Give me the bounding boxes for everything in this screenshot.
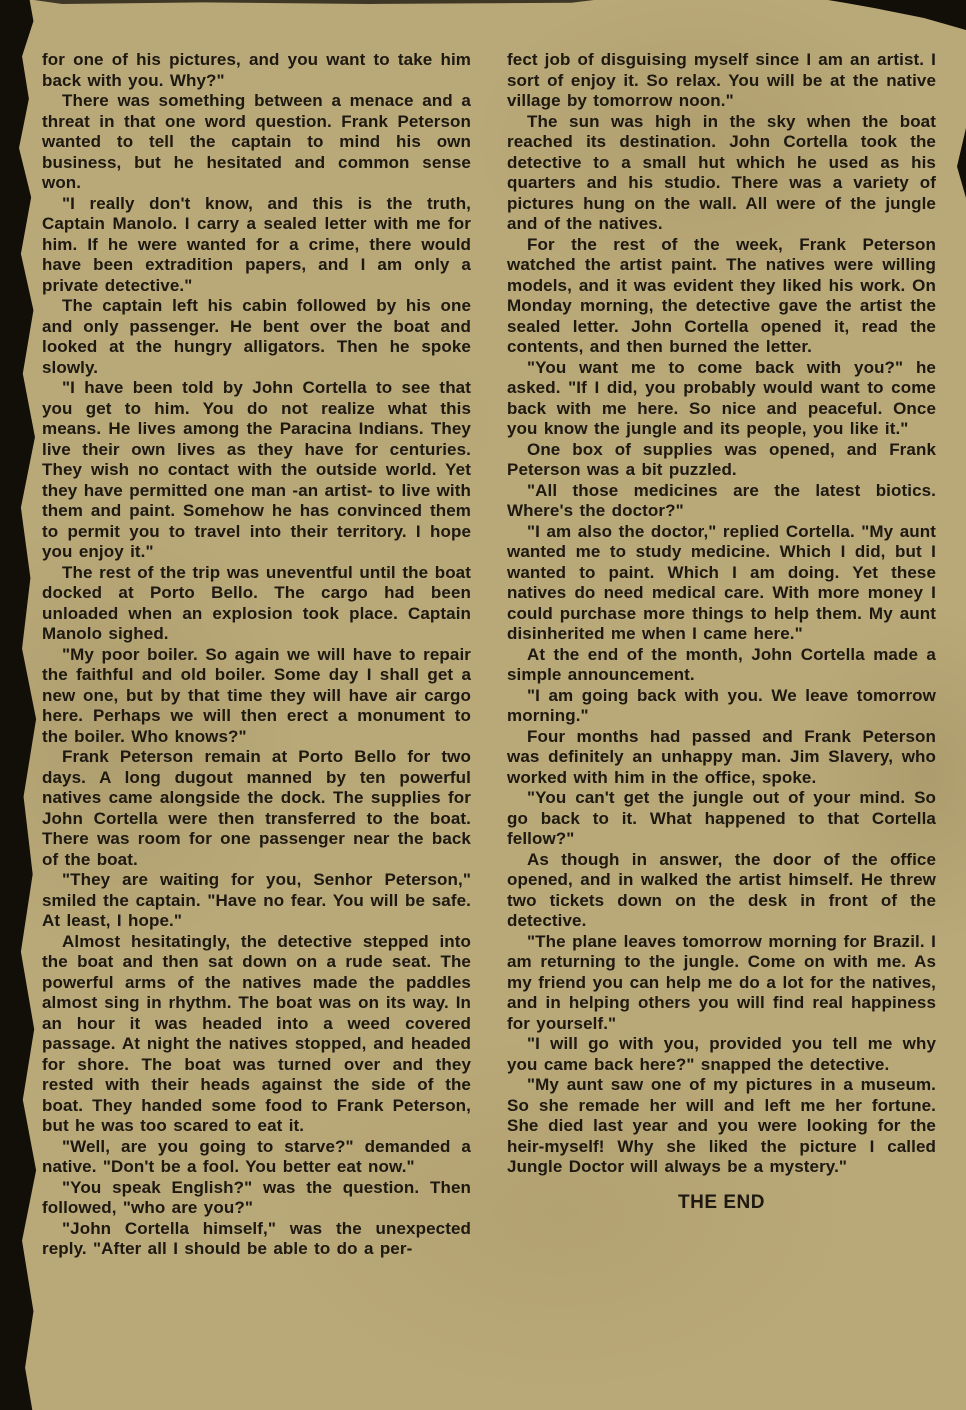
the-end-label: THE END — [678, 1191, 765, 1213]
paragraph: Frank Peterson remain at Porto Bello for two days. A long dugout manned by ten powerful natives came alongside the dock. The supplies for John Cortella were then transferred to the boat. There was room for one passenger near the back of the boat. — [42, 747, 471, 869]
paragraph: "You can't get the jungle out of your mind. So go back to it. What happened to that Cortella fellow?" — [507, 788, 936, 848]
paragraph: The rest of the trip was uneventful until the boat docked at Porto Bello. The cargo had been unloaded when an explosion took place. Captain Manolo sighed. — [42, 562, 471, 643]
paragraph: "I am also the doctor," replied Cortella. "My aunt wanted me to study medicine. Which I did, but I wanted to paint. Which I am doing. Yet these natives do need medical care. With more money I could purchase more things to help them. My aunt disinherited me when I came here." — [507, 521, 936, 643]
paragraph: "I will go with you, provided you tell me why you came back here?" snapped the detective. — [507, 1034, 936, 1074]
paragraph: Almost hesitatingly, the detective stepped into the boat and then sat down on a rude seat. The powerful arms of the natives made the paddles almost sing in rhythm. The boat was on its way. In an hour it was headed into a weed covered passage. At night the natives stopped, and headed for shore. The boat was turned over and they rested with their heads against the side of the boat. They handed some food to Frank Peterson, but he was too scared to eat it. — [42, 931, 471, 1135]
page-content — [42, 50, 936, 1260]
paragraph: fect job of disguising myself since I am an artist. I sort of enjoy it. So relax. You will be at the native village by tomorrow noon." — [507, 50, 936, 110]
paragraph: "All those medicines are the latest biotics. Where's the doctor?" — [507, 480, 936, 520]
torn-edge-top — [34, 0, 594, 4]
paragraph: "Well, are you going to starve?" demanded a native. "Don't be a fool. You better eat now." — [42, 1136, 471, 1176]
text-column-left — [42, 50, 471, 1260]
torn-nick-right — [957, 128, 966, 198]
paragraph: One box of supplies was opened, and Frank Peterson was a bit puzzled. — [507, 439, 936, 479]
torn-corner-top-right — [816, 0, 966, 30]
text-column-right — [507, 50, 936, 1260]
paragraph: At the end of the month, John Cortella made a simple announcement. — [507, 644, 936, 684]
paragraph: "I really don't know, and this is the truth, Captain Manolo. I carry a sealed letter with me for him. If he were wanted for a crime, there would have been extradition papers, and I am only a private detective." — [42, 193, 471, 295]
paragraph: "The plane leaves tomorrow morning for Brazil. I am returning to the jungle. Come on with me. As my friend you can help me do a lot for the natives, and in helping others you will find real happiness for yourself." — [507, 931, 936, 1033]
paragraph: "You want me to come back with you?" he asked. "If I did, you probably would want to come back with me here. So nice and peaceful. Once you know the jungle and its people, you like it." — [507, 357, 936, 438]
left-column-paragraphs — [42, 50, 471, 1260]
paragraph: "I am going back with you. We leave tomorrow morning." — [507, 685, 936, 725]
paragraph: "My aunt saw one of my pictures in a museum. So she remade her will and left me her fortune. She died last year and you were looking for the heir-myself! Why she liked the picture I called Jungle Doctor will always be a mystery." — [507, 1075, 936, 1176]
paragraph: "You speak English?" was the question. Then followed, "who are you?" — [42, 1177, 471, 1217]
torn-edge-left — [0, 0, 38, 1410]
paragraph: "They are waiting for you, Senhor Peterson," smiled the captain. "Have no fear. You will be safe. At least, I hope." — [42, 870, 471, 930]
paragraph: "My poor boiler. So again we will have to repair the faithful and old boiler. Some day I shall get a new one, but by that time they will have air cargo here. Perhaps we will then erect a monument to the boiler. Who knows?" — [42, 644, 471, 746]
paragraph: Four months had passed and Frank Peterson was definitely an unhappy man. Jim Slavery, who worked with him in the office, spoke. — [507, 726, 936, 787]
paragraph: "John Cortella himself," was the unexpected reply. "After all I should be able to do a per- — [42, 1218, 471, 1258]
paragraph: for one of his pictures, and you want to take him back with you. Why?" — [42, 50, 471, 90]
paragraph: There was something between a menace and a threat in that one word question. Frank Peterson wanted to tell the captain to mind his own business, but he hesitated and common sense won. — [42, 91, 471, 192]
paragraph: For the rest of the week, Frank Peterson watched the artist paint. The natives were willing models, and it was evident they liked his work. On Monday morning, the detective gave the artist the sealed letter. John Cortella opened it, read the contents, and then burned the letter. — [507, 234, 936, 356]
right-column-paragraphs — [507, 50, 936, 1178]
paragraph: As though in answer, the door of the office opened, and in walked the artist himself. He threw two tickets down on the desk in front of the detective. — [507, 849, 936, 930]
paragraph: The sun was high in the sky when the boat reached its destination. John Cortella took the detective to a small hut which he used as his quarters and his studio. There was a variety of pictures hung on the wall. All were of the jungle and of the natives. — [507, 111, 936, 233]
paragraph: "I have been told by John Cortella to see that you get to him. You do not realize what this means. He lives among the Paracina Indians. They live their own lives as they have for centuries. They wish no contact with the outside world. Yet they have permitted one man -an artist- to live with them and paint. Somehow he has convinced them to permit you to travel into their territory. I hope you enjoy it." — [42, 378, 471, 561]
paragraph: The captain left his cabin followed by his one and only passenger. He bent over the boat and looked at the hungry alligators. Then he spoke slowly. — [42, 296, 471, 377]
